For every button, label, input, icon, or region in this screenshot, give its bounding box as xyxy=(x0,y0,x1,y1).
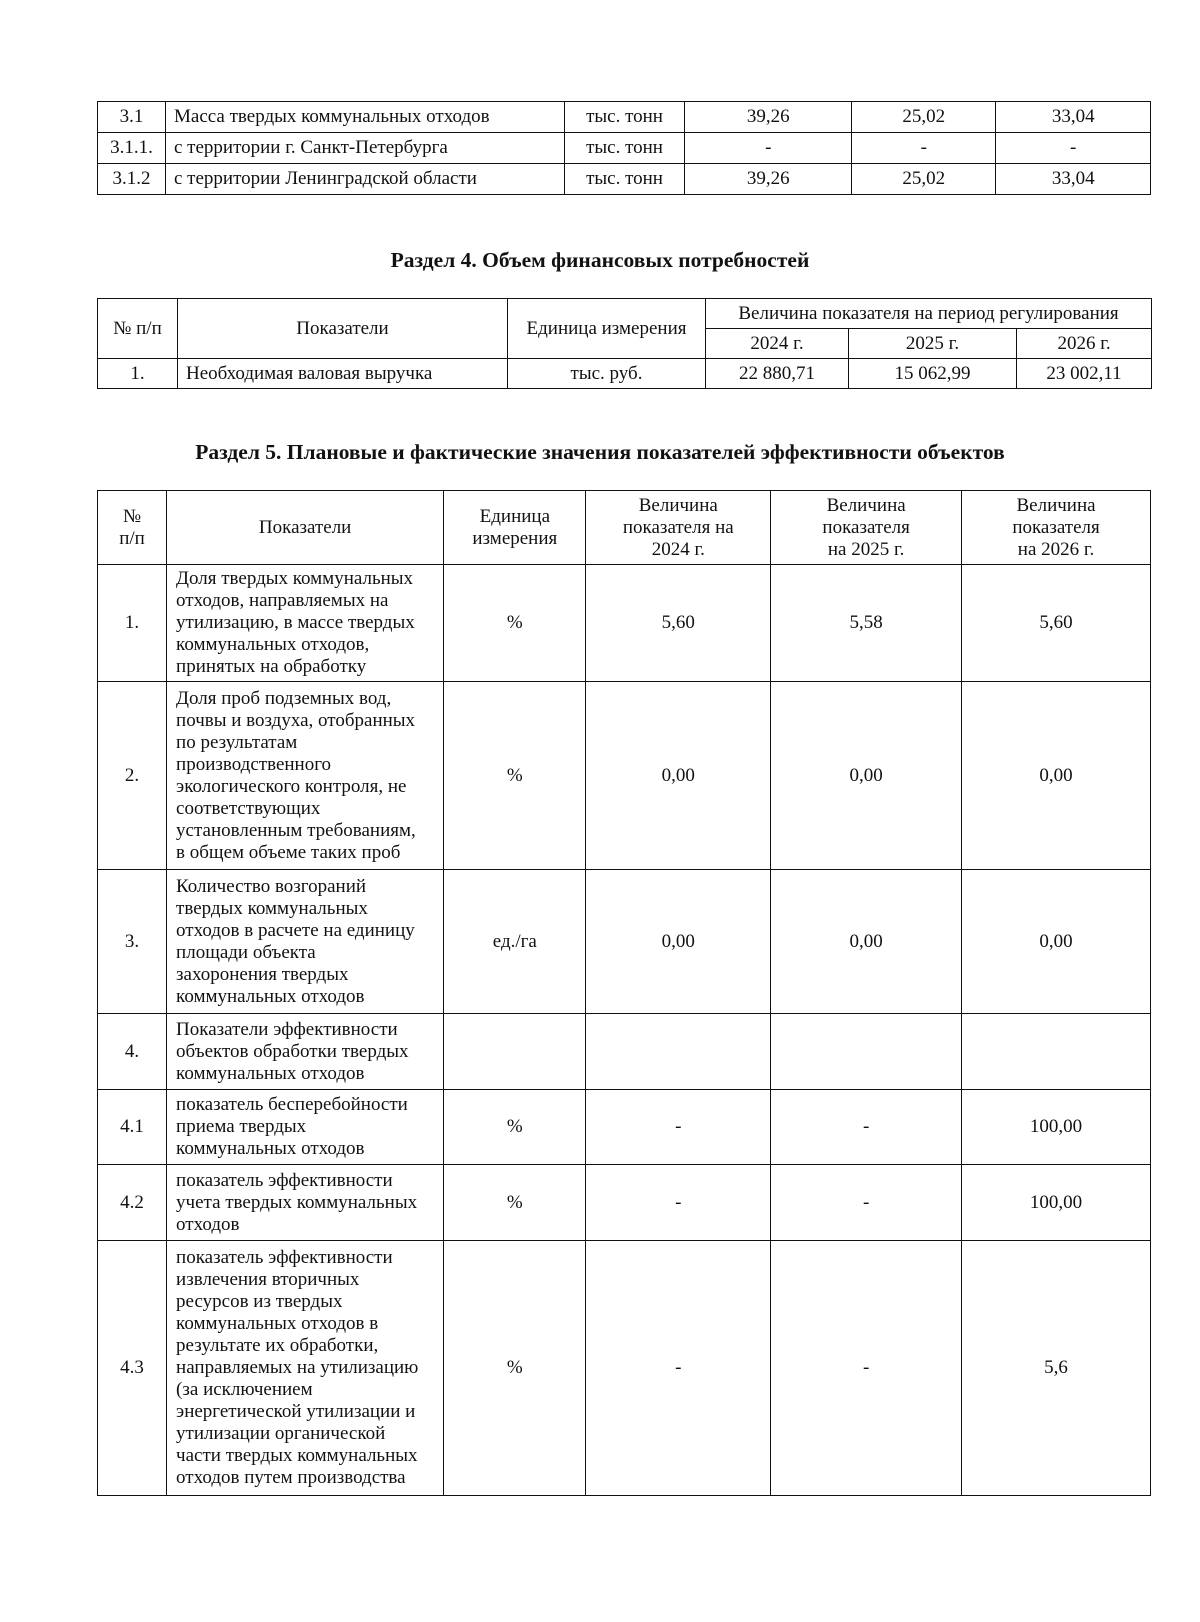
value-2024: - xyxy=(586,1090,771,1165)
value-2025: 25,02 xyxy=(852,164,996,195)
value-2026: 33,04 xyxy=(996,102,1151,133)
indicator-name: Количество возгораний твердых коммунальных отходов в расчете на единицу площади объекта захоронения твердых коммунальных отходов xyxy=(167,870,444,1014)
indicator-name: с территории г. Санкт-Петербурга xyxy=(166,133,565,164)
table-row xyxy=(98,1241,1151,1496)
value-2025: - xyxy=(771,1165,962,1241)
value-2024: 39,26 xyxy=(685,164,852,195)
value-2026: 33,04 xyxy=(996,164,1151,195)
indicator-name: Доля твердых коммунальных отходов, направляемых на утилизацию, в массе твердых коммунальных отходов, принятых на обработку xyxy=(167,565,444,682)
unit xyxy=(444,1014,586,1090)
value-2024: - xyxy=(685,133,852,164)
header-period: Величина показателя на период регулирования xyxy=(706,299,1152,329)
value-2026: 0,00 xyxy=(962,870,1151,1014)
header-num: № п/п xyxy=(98,491,167,565)
unit: % xyxy=(444,682,586,870)
value-2024: 0,00 xyxy=(586,870,771,1014)
value-2024: 0,00 xyxy=(586,682,771,870)
value-2026: 23 002,11 xyxy=(1017,359,1152,389)
value-2025: 0,00 xyxy=(771,870,962,1014)
value-2026: 0,00 xyxy=(962,682,1151,870)
header-2025: 2025 г. xyxy=(849,329,1017,359)
header-num: № п/п xyxy=(98,299,178,359)
value-2025: 5,58 xyxy=(771,565,962,682)
indicator-name: показатель бесперебойности приема твердых коммунальных отходов xyxy=(167,1090,444,1165)
table-row xyxy=(98,359,1152,389)
value-2026: 5,60 xyxy=(962,565,1151,682)
table-row xyxy=(98,682,1151,870)
value-2025: 0,00 xyxy=(771,682,962,870)
header-2024: Величина показателя на 2024 г. xyxy=(586,491,771,565)
indicator-name: Необходимая валовая выручка xyxy=(178,359,508,389)
section5-title: Раздел 5. Плановые и фактические значения показателей эффективности объектов xyxy=(195,440,1005,464)
value-2024 xyxy=(586,1014,771,1090)
row-number: 1. xyxy=(98,565,167,682)
indicator-name: Доля проб подземных вод, почвы и воздуха, отобранных по результатам производственного экологического контроля, не соответствующих установленным требованиям, в общем объеме таких проб xyxy=(167,682,444,870)
header-unit: Единица измерения xyxy=(508,299,706,359)
row-number: 3.1.2 xyxy=(98,164,166,195)
value-2025: 15 062,99 xyxy=(849,359,1017,389)
table-row xyxy=(98,1165,1151,1241)
value-2024: - xyxy=(586,1165,771,1241)
header-name: Показатели xyxy=(178,299,508,359)
value-2026: - xyxy=(996,133,1151,164)
header-2026: 2026 г. xyxy=(1017,329,1152,359)
section4-table xyxy=(97,298,1152,389)
value-2025: 25,02 xyxy=(852,102,996,133)
value-2026: 100,00 xyxy=(962,1165,1151,1241)
table-row xyxy=(98,102,1151,133)
value-2025: - xyxy=(852,133,996,164)
row-number: 4.2 xyxy=(98,1165,167,1241)
value-2024: 39,26 xyxy=(685,102,852,133)
header-2025: Величина показателя на 2025 г. xyxy=(771,491,962,565)
table-row xyxy=(98,870,1151,1014)
indicator-name: Масса твердых коммунальных отходов xyxy=(166,102,565,133)
value-2024: 5,60 xyxy=(586,565,771,682)
value-2025: - xyxy=(771,1241,962,1496)
row-number: 4. xyxy=(98,1014,167,1090)
row-number: 3.1 xyxy=(98,102,166,133)
row-number: 4.3 xyxy=(98,1241,167,1496)
unit: % xyxy=(444,1090,586,1165)
header-name: Показатели xyxy=(167,491,444,565)
value-2024: 22 880,71 xyxy=(706,359,849,389)
indicator-name: показатель эффективности извлечения вторичных ресурсов из твердых коммунальных отходов в результате их обработки, направляемых на утилизацию (за исключением энергетической утилизации и утилизации органической части твердых коммунальных отходов путем производства xyxy=(167,1241,444,1496)
header-2024: 2024 г. xyxy=(706,329,849,359)
indicator-name: с территории Ленинградской области xyxy=(166,164,565,195)
row-number: 2. xyxy=(98,682,167,870)
header-unit: Единица измерения xyxy=(444,491,586,565)
value-2026: 100,00 xyxy=(962,1090,1151,1165)
table-row xyxy=(98,133,1151,164)
unit: % xyxy=(444,1241,586,1496)
indicator-name: показатель эффективности учета твердых коммунальных отходов xyxy=(167,1165,444,1241)
value-2025: - xyxy=(771,1090,962,1165)
value-2026: 5,6 xyxy=(962,1241,1151,1496)
row-number: 1. xyxy=(98,359,178,389)
table-row xyxy=(98,1090,1151,1165)
header-2026: Величина показателя на 2026 г. xyxy=(962,491,1151,565)
table-row xyxy=(98,1014,1151,1090)
header-row xyxy=(98,299,1152,329)
section5-table xyxy=(97,490,1151,1496)
row-number: 4.1 xyxy=(98,1090,167,1165)
unit: тыс. тонн xyxy=(564,102,685,133)
table-row xyxy=(98,565,1151,682)
unit: ед./га xyxy=(444,870,586,1014)
value-2026 xyxy=(962,1014,1151,1090)
unit: % xyxy=(444,1165,586,1241)
unit: тыс. тонн xyxy=(564,164,685,195)
value-2024: - xyxy=(586,1241,771,1496)
table-row xyxy=(98,164,1151,195)
row-number: 3.1.1. xyxy=(98,133,166,164)
indicator-name: Показатели эффективности объектов обработки твердых коммунальных отходов xyxy=(167,1014,444,1090)
unit: % xyxy=(444,565,586,682)
value-2025 xyxy=(771,1014,962,1090)
section3-table xyxy=(97,101,1151,195)
unit: тыс. тонн xyxy=(564,133,685,164)
header-row xyxy=(98,491,1151,565)
section4-title: Раздел 4. Объем финансовых потребностей xyxy=(390,248,810,272)
row-number: 3. xyxy=(98,870,167,1014)
unit: тыс. руб. xyxy=(508,359,706,389)
